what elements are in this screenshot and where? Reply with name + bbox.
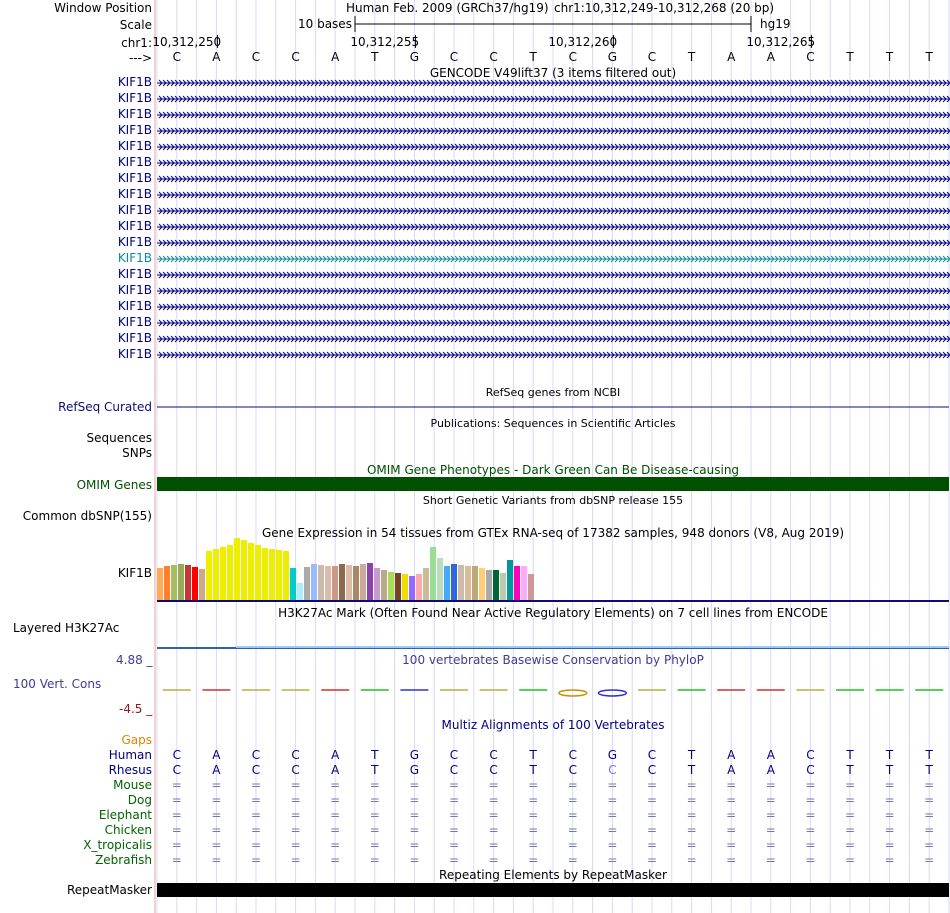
gtex-tissue-bar: [339, 564, 345, 600]
gtex-tissue-bar: [360, 564, 366, 600]
alignment-match: =: [448, 778, 460, 792]
alignment-base: T: [846, 748, 854, 762]
alignment-match: =: [250, 808, 262, 822]
alignment-match: =: [607, 778, 618, 792]
omim-track-title[interactable]: OMIM Gene Phenotypes - Dark Green Can Be Disease-causing: [366, 463, 740, 477]
gtex-tissue-bar: [157, 568, 163, 600]
alignment-match: =: [171, 808, 182, 822]
gtex-tissue-bar: [416, 574, 422, 600]
phylop-label[interactable]: 100 Vert. Cons: [13, 677, 102, 691]
alignment-match: =: [448, 853, 460, 867]
alignment-match: =: [171, 838, 182, 852]
alignment-match: =: [211, 793, 222, 807]
alignment-match: =: [448, 838, 460, 852]
strand-arrow-label[interactable]: --->: [128, 51, 152, 65]
species-label[interactable]: Zebrafish: [95, 853, 152, 867]
alignment-match: =: [924, 793, 935, 807]
alignment-match: =: [528, 853, 539, 867]
alignment-match: =: [607, 808, 618, 822]
gencode-gene-label[interactable]: KIF1B: [117, 219, 152, 233]
gencode-gene-label[interactable]: KIF1B: [117, 251, 152, 265]
gencode-gene-label[interactable]: KIF1B: [117, 331, 152, 345]
alignment-match: =: [528, 793, 539, 807]
base-letter: C: [449, 50, 459, 64]
species-label[interactable]: X_tropicalis: [83, 838, 152, 852]
base-letter: A: [212, 50, 221, 64]
chrom-label: chr1:: [121, 36, 152, 50]
alignment-match: =: [765, 823, 776, 837]
base-letter: C: [172, 50, 181, 64]
gtex-tissue-bar: [283, 551, 289, 600]
alignment-match: =: [448, 808, 460, 822]
alignment-match: =: [726, 853, 737, 867]
phylop-track-title[interactable]: 100 vertebrates Basewise Conservation by PhyloP: [402, 653, 704, 667]
base-letter: T: [529, 50, 537, 64]
alignment-base: C: [568, 763, 577, 777]
alignment-match: =: [567, 853, 578, 867]
alignment-match: =: [884, 778, 895, 792]
gtex-tissue-bar: [199, 569, 205, 600]
alignment-match: =: [765, 838, 776, 852]
gtex-tissue-bar: [437, 558, 443, 600]
assembly-label: Human Feb. 2009 (GRCh37/hg19): [346, 1, 549, 15]
alignment-match: =: [726, 793, 737, 807]
alignment-match: =: [567, 808, 578, 822]
alignment-match: =: [567, 823, 578, 837]
alignment-base: T: [687, 763, 696, 777]
gtex-tissue-bar: [346, 565, 352, 600]
alignment-base: C: [489, 748, 498, 762]
alignment-base: T: [925, 748, 933, 762]
gtex-tissue-bar: [269, 549, 275, 600]
alignment-base: C: [489, 763, 498, 777]
alignment-base: T: [371, 763, 379, 777]
gencode-gene-label[interactable]: KIF1B: [117, 171, 152, 185]
gtex-tissue-bar: [430, 547, 436, 600]
alignment-base: A: [727, 763, 736, 777]
alignment-base: C: [291, 748, 300, 762]
alignment-match: =: [369, 808, 380, 822]
pubs-sequences-label[interactable]: Sequences: [86, 431, 152, 445]
gtex-tissue-bar: [479, 568, 485, 600]
base-letter: G: [409, 50, 420, 64]
alignment-base: G: [607, 748, 618, 762]
alignment-match: =: [330, 853, 341, 867]
alignment-match: =: [805, 838, 816, 852]
gtex-tissue-bar: [206, 551, 212, 600]
base-letter: T: [687, 50, 696, 64]
alignment-base: C: [251, 748, 261, 762]
alignment-match: =: [726, 838, 737, 852]
alignment-match: =: [884, 838, 895, 852]
alignment-match: =: [488, 808, 499, 822]
gtex-tissue-bar: [213, 549, 219, 600]
alignment-match: =: [805, 808, 816, 822]
gencode-gene-label[interactable]: KIF1B: [117, 267, 152, 281]
alignment-match: =: [250, 853, 262, 867]
gtex-tissue-bar: [388, 572, 394, 600]
alignment-match: =: [171, 778, 182, 792]
alignment-match: =: [488, 793, 499, 807]
gencode-gene-label[interactable]: KIF1B: [117, 283, 152, 297]
alignment-match: =: [607, 823, 618, 837]
alignment-match: =: [765, 853, 776, 867]
gtex-tissue-bar: [178, 564, 184, 600]
alignment-match: =: [844, 853, 856, 867]
alignment-base: T: [529, 748, 537, 762]
alignment-match: =: [686, 778, 697, 792]
gtex-tissue-bar: [367, 563, 373, 600]
h3k27ac-label[interactable]: Layered H3K27Ac: [13, 621, 120, 635]
alignment-match: =: [369, 823, 380, 837]
alignment-match: =: [844, 823, 856, 837]
gtex-tissue-bar: [332, 566, 338, 600]
base-letter: T: [371, 50, 379, 64]
gencode-gene-label[interactable]: KIF1B: [117, 139, 152, 153]
alignment-match: =: [924, 838, 935, 852]
alignment-match: =: [686, 793, 697, 807]
alignment-match: =: [211, 853, 222, 867]
phylop-min-label: -4.5 _: [119, 702, 153, 716]
alignment-match: =: [765, 808, 776, 822]
alignment-base: G: [409, 748, 420, 762]
scale-text: 10 bases: [298, 17, 352, 31]
gtex-tissue-bar: [514, 566, 520, 600]
coordinate-label: 10,312,265: [746, 35, 816, 49]
gtex-tissue-bar: [409, 576, 415, 600]
gtex-tissue-bar: [185, 565, 191, 600]
gtex-tissue-bar: [528, 574, 534, 600]
gtex-tissue-bar: [290, 568, 296, 600]
gtex-tissue-bar: [374, 568, 380, 600]
alignment-match: =: [290, 838, 301, 852]
alignment-base: G: [409, 763, 420, 777]
alignment-match: =: [409, 778, 420, 792]
pubs-track-title[interactable]: Publications: Sequences in Scientific Articles: [430, 417, 676, 430]
alignment-base: C: [806, 748, 815, 762]
window-position-label: Window Position: [54, 1, 152, 15]
alignment-match: =: [330, 778, 341, 792]
alignment-match: =: [250, 778, 262, 792]
alignment-base: C: [647, 763, 657, 777]
scale-label: Scale: [119, 18, 152, 32]
alignment-match: =: [607, 793, 618, 807]
base-letter: T: [925, 50, 933, 64]
base-letter: C: [251, 50, 261, 64]
gtex-tissue-bar: [311, 564, 317, 600]
species-label[interactable]: Chicken: [104, 823, 152, 837]
alignment-match: =: [290, 793, 301, 807]
base-letter: C: [489, 50, 498, 64]
alignment-match: =: [211, 823, 222, 837]
alignment-match: =: [844, 778, 856, 792]
alignment-match: =: [567, 793, 578, 807]
alignment-match: =: [330, 838, 341, 852]
alignment-base: C: [172, 763, 181, 777]
gtex-tissue-bar: [458, 565, 464, 600]
gtex-tissue-bar: [171, 565, 177, 600]
gencode-gene-label[interactable]: KIF1B: [117, 91, 152, 105]
alignment-match: =: [884, 808, 895, 822]
alignment-base: T: [925, 763, 933, 777]
alignment-match: =: [528, 778, 539, 792]
alignment-match: =: [290, 853, 301, 867]
gtex-tissue-bar: [381, 570, 387, 600]
base-letter: G: [607, 50, 618, 64]
alignment-base: A: [766, 748, 775, 762]
alignment-match: =: [528, 823, 539, 837]
omim-genes-label[interactable]: OMIM Genes: [76, 478, 152, 492]
alignment-match: =: [646, 823, 658, 837]
alignment-base: T: [687, 748, 696, 762]
alignment-match: =: [884, 853, 895, 867]
alignment-match: =: [686, 838, 697, 852]
alignment-base: C: [449, 748, 459, 762]
gtex-tissue-bar: [486, 570, 492, 600]
base-letter: T: [885, 50, 894, 64]
alignment-match: =: [686, 823, 697, 837]
gencode-track-title[interactable]: GENCODE V49lift37 (3 items filtered out): [429, 66, 677, 80]
alignment-match: =: [211, 838, 222, 852]
alignment-base: A: [331, 748, 340, 762]
alignment-match: =: [646, 853, 658, 867]
gtex-tissue-bar: [423, 568, 429, 600]
dbsnp-label[interactable]: Common dbSNP(155): [22, 509, 152, 523]
gtex-tissue-bar: [241, 540, 247, 600]
gtex-tissue-bar: [304, 567, 310, 600]
alignment-match: =: [805, 778, 816, 792]
alignment-match: =: [528, 808, 539, 822]
alignment-base: A: [212, 763, 221, 777]
alignment-match: =: [805, 793, 816, 807]
alignment-match: =: [448, 823, 460, 837]
alignment-match: =: [409, 808, 420, 822]
alignment-match: =: [805, 853, 816, 867]
gtex-tissue-bar: [451, 564, 457, 600]
alignment-match: =: [567, 838, 578, 852]
dbsnp-track-title[interactable]: Short Genetic Variants from dbSNP release 155: [422, 494, 684, 507]
alignment-match: =: [884, 793, 895, 807]
base-letter: A: [766, 50, 775, 64]
position-readout: chr1:10,312,249-10,312,268 (20 bp): [554, 1, 775, 15]
gtex-tissue-bar: [395, 573, 401, 600]
gtex-track-title[interactable]: Gene Expression in 54 tissues from GTEx RNA-seq of 17382 samples, 948 donors (V8, Aug 2019): [261, 526, 845, 540]
alignment-match: =: [726, 808, 737, 822]
gtex-tissue-bar: [297, 583, 303, 600]
alignment-base: A: [331, 763, 340, 777]
alignment-match: =: [765, 793, 776, 807]
alignment-match: =: [171, 823, 182, 837]
gtex-tissue-bar: [444, 566, 450, 600]
alignment-match: =: [211, 808, 222, 822]
gtex-tissue-bar: [402, 574, 408, 600]
alignment-match: =: [607, 853, 618, 867]
alignment-base: C: [806, 763, 815, 777]
coordinate-label: 10,312,250: [152, 35, 222, 49]
alignment-match: =: [844, 838, 856, 852]
omim-gene-bar: [157, 477, 949, 491]
alignment-match: =: [171, 853, 182, 867]
alignment-base: C: [172, 748, 181, 762]
alignment-match: =: [844, 793, 856, 807]
gtex-tissue-bar: [234, 538, 240, 600]
alignment-match: =: [528, 838, 539, 852]
gtex-tissue-bar: [262, 548, 268, 600]
rmsk-track-title[interactable]: Repeating Elements by RepeatMasker: [439, 868, 667, 882]
alignment-base: T: [885, 748, 894, 762]
alignment-match: =: [250, 823, 262, 837]
alignment-base: A: [727, 748, 736, 762]
alignment-base: C: [568, 748, 577, 762]
coordinate-label: 10,312,260: [548, 35, 618, 49]
alignment-base: A: [766, 763, 775, 777]
multiz-track-title[interactable]: Multiz Alignments of 100 Vertebrates: [441, 718, 665, 732]
alignment-match: =: [211, 778, 222, 792]
alignment-match: =: [250, 793, 262, 807]
gtex-tissue-bar: [255, 545, 261, 600]
species-label[interactable]: Rhesus: [108, 763, 152, 777]
base-letter: A: [727, 50, 736, 64]
alignment-match: =: [488, 778, 499, 792]
gencode-gene-label[interactable]: KIF1B: [117, 75, 152, 89]
alignment-match: =: [369, 853, 380, 867]
alignment-match: =: [646, 808, 658, 822]
refseq-track-title[interactable]: RefSeq genes from NCBI: [485, 386, 621, 399]
base-letter: C: [568, 50, 577, 64]
alignment-match: =: [409, 838, 420, 852]
alignment-match: =: [488, 823, 499, 837]
alignment-match: =: [726, 823, 737, 837]
base-letter: C: [647, 50, 657, 64]
alignment-match: =: [409, 853, 420, 867]
gtex-tissue-bar: [493, 570, 499, 600]
gtex-gene-label[interactable]: KIF1B: [117, 566, 152, 580]
gtex-tissue-bar: [192, 567, 198, 600]
gtex-tissue-bar: [500, 573, 506, 600]
alignment-match: =: [488, 853, 499, 867]
alignment-match: =: [250, 838, 262, 852]
alignment-match: =: [765, 778, 776, 792]
species-label[interactable]: Dog: [127, 793, 152, 807]
gtex-tissue-bar: [521, 566, 527, 600]
alignment-base: C: [291, 763, 300, 777]
refseq-curated-label[interactable]: RefSeq Curated: [58, 400, 152, 414]
alignment-match: =: [924, 823, 935, 837]
alignment-match: =: [330, 823, 341, 837]
alignment-match: =: [646, 838, 658, 852]
alignment-base: C: [647, 748, 657, 762]
alignment-match: =: [805, 823, 816, 837]
alignment-base: C: [449, 763, 459, 777]
alignment-match: =: [567, 778, 578, 792]
gtex-tissue-bar: [465, 566, 471, 600]
alignment-base: C: [251, 763, 261, 777]
gtex-tissue-bar: [227, 545, 233, 600]
gtex-tissue-bar: [507, 560, 513, 600]
gencode-gene-label[interactable]: KIF1B: [117, 235, 152, 249]
gencode-gene-label[interactable]: KIF1B: [117, 187, 152, 201]
base-letter: C: [806, 50, 815, 64]
gtex-tissue-bar: [220, 547, 226, 600]
alignment-match: =: [409, 823, 420, 837]
gencode-gene-label[interactable]: KIF1B: [117, 299, 152, 313]
alignment-match: =: [448, 793, 460, 807]
alignment-base: A: [212, 748, 221, 762]
gtex-tissue-bar: [164, 566, 170, 600]
gtex-tissue-bar: [472, 566, 478, 600]
alignment-match: =: [330, 808, 341, 822]
gtex-tissue-bar: [248, 543, 254, 600]
gtex-tissue-bar: [276, 550, 282, 600]
alignment-match: =: [686, 853, 697, 867]
gtex-tissue-bar: [353, 566, 359, 600]
pubs-snps-label[interactable]: SNPs: [122, 446, 152, 460]
species-label[interactable]: Mouse: [113, 778, 152, 792]
h3k27ac-track-title[interactable]: H3K27Ac Mark (Often Found Near Active Regulatory Elements) on 7 cell lines from ENCODE: [278, 606, 828, 620]
alignment-match: =: [726, 778, 737, 792]
alignment-base: T: [371, 748, 379, 762]
alignment-match: =: [369, 778, 380, 792]
alignment-match: =: [369, 838, 380, 852]
gtex-tissue-bar: [318, 565, 324, 600]
gencode-gene-label[interactable]: KIF1B: [117, 347, 152, 361]
gencode-gene-label[interactable]: KIF1B: [117, 123, 152, 137]
gaps-label: Gaps: [121, 733, 152, 747]
alignment-match: =: [924, 778, 935, 792]
alignment-match: =: [290, 823, 301, 837]
alignment-match: =: [924, 853, 935, 867]
alignment-match: =: [369, 793, 380, 807]
base-letter: A: [331, 50, 340, 64]
alignment-match: =: [330, 793, 341, 807]
alignment-base: C: [608, 763, 617, 777]
gencode-gene-label[interactable]: KIF1B: [117, 107, 152, 121]
db-label: hg19: [760, 17, 791, 31]
phylop-max-label: 4.88 _: [116, 653, 153, 667]
alignment-match: =: [924, 808, 935, 822]
alignment-match: =: [844, 808, 856, 822]
alignment-match: =: [409, 793, 420, 807]
alignment-match: =: [290, 808, 301, 822]
species-label[interactable]: Human: [108, 748, 152, 762]
alignment-base: T: [846, 763, 854, 777]
alignment-match: =: [646, 793, 658, 807]
coordinate-label: 10,312,255: [350, 35, 420, 49]
base-letter: C: [291, 50, 300, 64]
alignment-base: T: [885, 763, 894, 777]
repeatmasker-bar: [157, 883, 949, 897]
alignment-match: =: [686, 808, 697, 822]
species-label[interactable]: Elephant: [98, 808, 152, 822]
alignment-match: =: [488, 838, 499, 852]
gencode-gene-label[interactable]: KIF1B: [117, 155, 152, 169]
alignment-match: =: [884, 823, 895, 837]
gencode-gene-label[interactable]: KIF1B: [117, 315, 152, 329]
repeatmasker-label[interactable]: RepeatMasker: [66, 883, 152, 897]
base-letter: T: [846, 50, 854, 64]
gencode-gene-label[interactable]: KIF1B: [117, 203, 152, 217]
alignment-match: =: [290, 778, 301, 792]
alignment-match: =: [171, 793, 182, 807]
gtex-tissue-bar: [325, 566, 331, 600]
alignment-match: =: [607, 838, 618, 852]
alignment-match: =: [646, 778, 658, 792]
alignment-base: T: [529, 763, 537, 777]
